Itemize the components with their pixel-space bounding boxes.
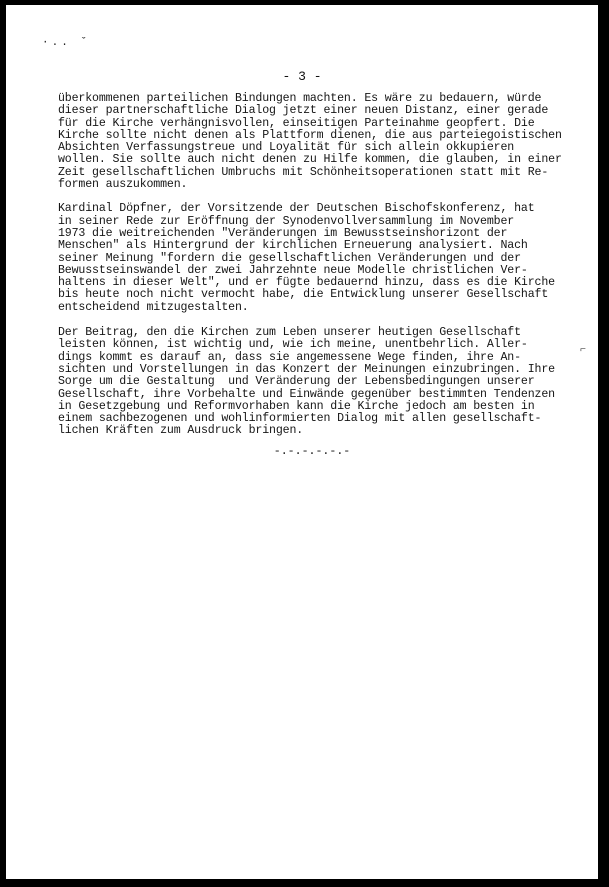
- text-line: Gesellschaft, ihre Vorbehalte und Einwände gegenüber bestimmten Tendenzen: [58, 387, 555, 401]
- text-line: formen auszukommen.: [58, 178, 188, 192]
- text-line: bis heute noch nicht vermocht habe, die Entwicklung unserer Gesellschaft: [58, 288, 549, 302]
- text-line: Kirche sollte nicht denen als Plattform dienen, die aus parteiegoistischen: [58, 128, 562, 142]
- text-line: Menschen" als Hintergrund der kirchlichen Erneuerung analysiert. Nach: [58, 239, 528, 253]
- paragraph-3: [58, 327, 586, 438]
- text-line: einem sachbezogenen und wohlinformierten Dialog mit allen gesellschaft-: [58, 412, 542, 426]
- text-line: Absichten Verfassungstreue und Loyalität für sich allein okkupieren: [58, 141, 515, 155]
- document-page: [6, 5, 598, 879]
- text-line: sichten und Vorstellungen in das Konzert der Meinungen einzubringen. Ihre: [58, 362, 555, 376]
- text-line: für die Kirche verhängnisvollen, einseitigen Parteinahme geopfert. Die: [58, 116, 535, 130]
- text-line: Bewusstseinswandel der zwei Jahrzehnte neue Modelle christlichen Ver-: [58, 263, 528, 277]
- text-line: entscheidend mitzugestalten.: [58, 300, 249, 314]
- text-line: Der Beitrag, den die Kirchen zum Leben unserer heutigen Gesellschaft: [58, 326, 521, 340]
- text-line: in Gesetzgebung und Reformvorhaben kann die Kirche jedoch am besten in: [58, 399, 535, 413]
- paragraph-1: [58, 93, 586, 191]
- end-mark: -.-.-.-.-.-: [273, 445, 351, 458]
- text-line: in seiner Rede zur Eröffnung der Synodenvollversammlung im November: [58, 214, 515, 228]
- corner-mark: ·.. ˇ: [42, 37, 91, 49]
- text-line: Zeit gesellschaftlichen Umbruchs mit Schönheitsoperationen statt mit Re-: [58, 165, 549, 179]
- text-line: wollen. Sie sollte auch nicht denen zu Hilfe kommen, die glauben, in einer: [58, 153, 562, 167]
- text-line: dieser partnerschaftliche Dialog jetzt einer neuen Distanz, einer gerade: [58, 104, 549, 118]
- margin-tick-mark: ⌐: [580, 345, 587, 356]
- text-line: 1973 die weitreichenden "Veränderungen im Bewusstseinshorizont der: [58, 226, 508, 240]
- text-line: seiner Meinung "fordern die gesellschaftlichen Veränderungen und der: [58, 251, 521, 265]
- text-line: überkommenen parteilichen Bindungen machten. Es wäre zu bedauern, würde: [58, 92, 542, 105]
- paragraph-2: [58, 203, 586, 314]
- text-line: Kardinal Döpfner, der Vorsitzende der Deutschen Bischofskonferenz, hat: [58, 202, 535, 216]
- page-number: - 3 -: [282, 69, 322, 84]
- text-line: lichen Kräften zum Ausdruck bringen.: [58, 424, 304, 438]
- body-text: [58, 93, 586, 438]
- text-line: dings kommt es darauf an, dass sie angemessene Wege finden, ihre An-: [58, 350, 521, 364]
- text-line: haltens in dieser Welt", und er fügte bedauernd hinzu, dass es die Kirche: [58, 276, 555, 290]
- text-line: leisten können, ist wichtig und, wie ich meine, unentbehrlich. Aller-: [58, 338, 528, 352]
- text-line: Sorge um die Gestaltung und Veränderung der Lebensbedingungen unserer: [58, 375, 535, 389]
